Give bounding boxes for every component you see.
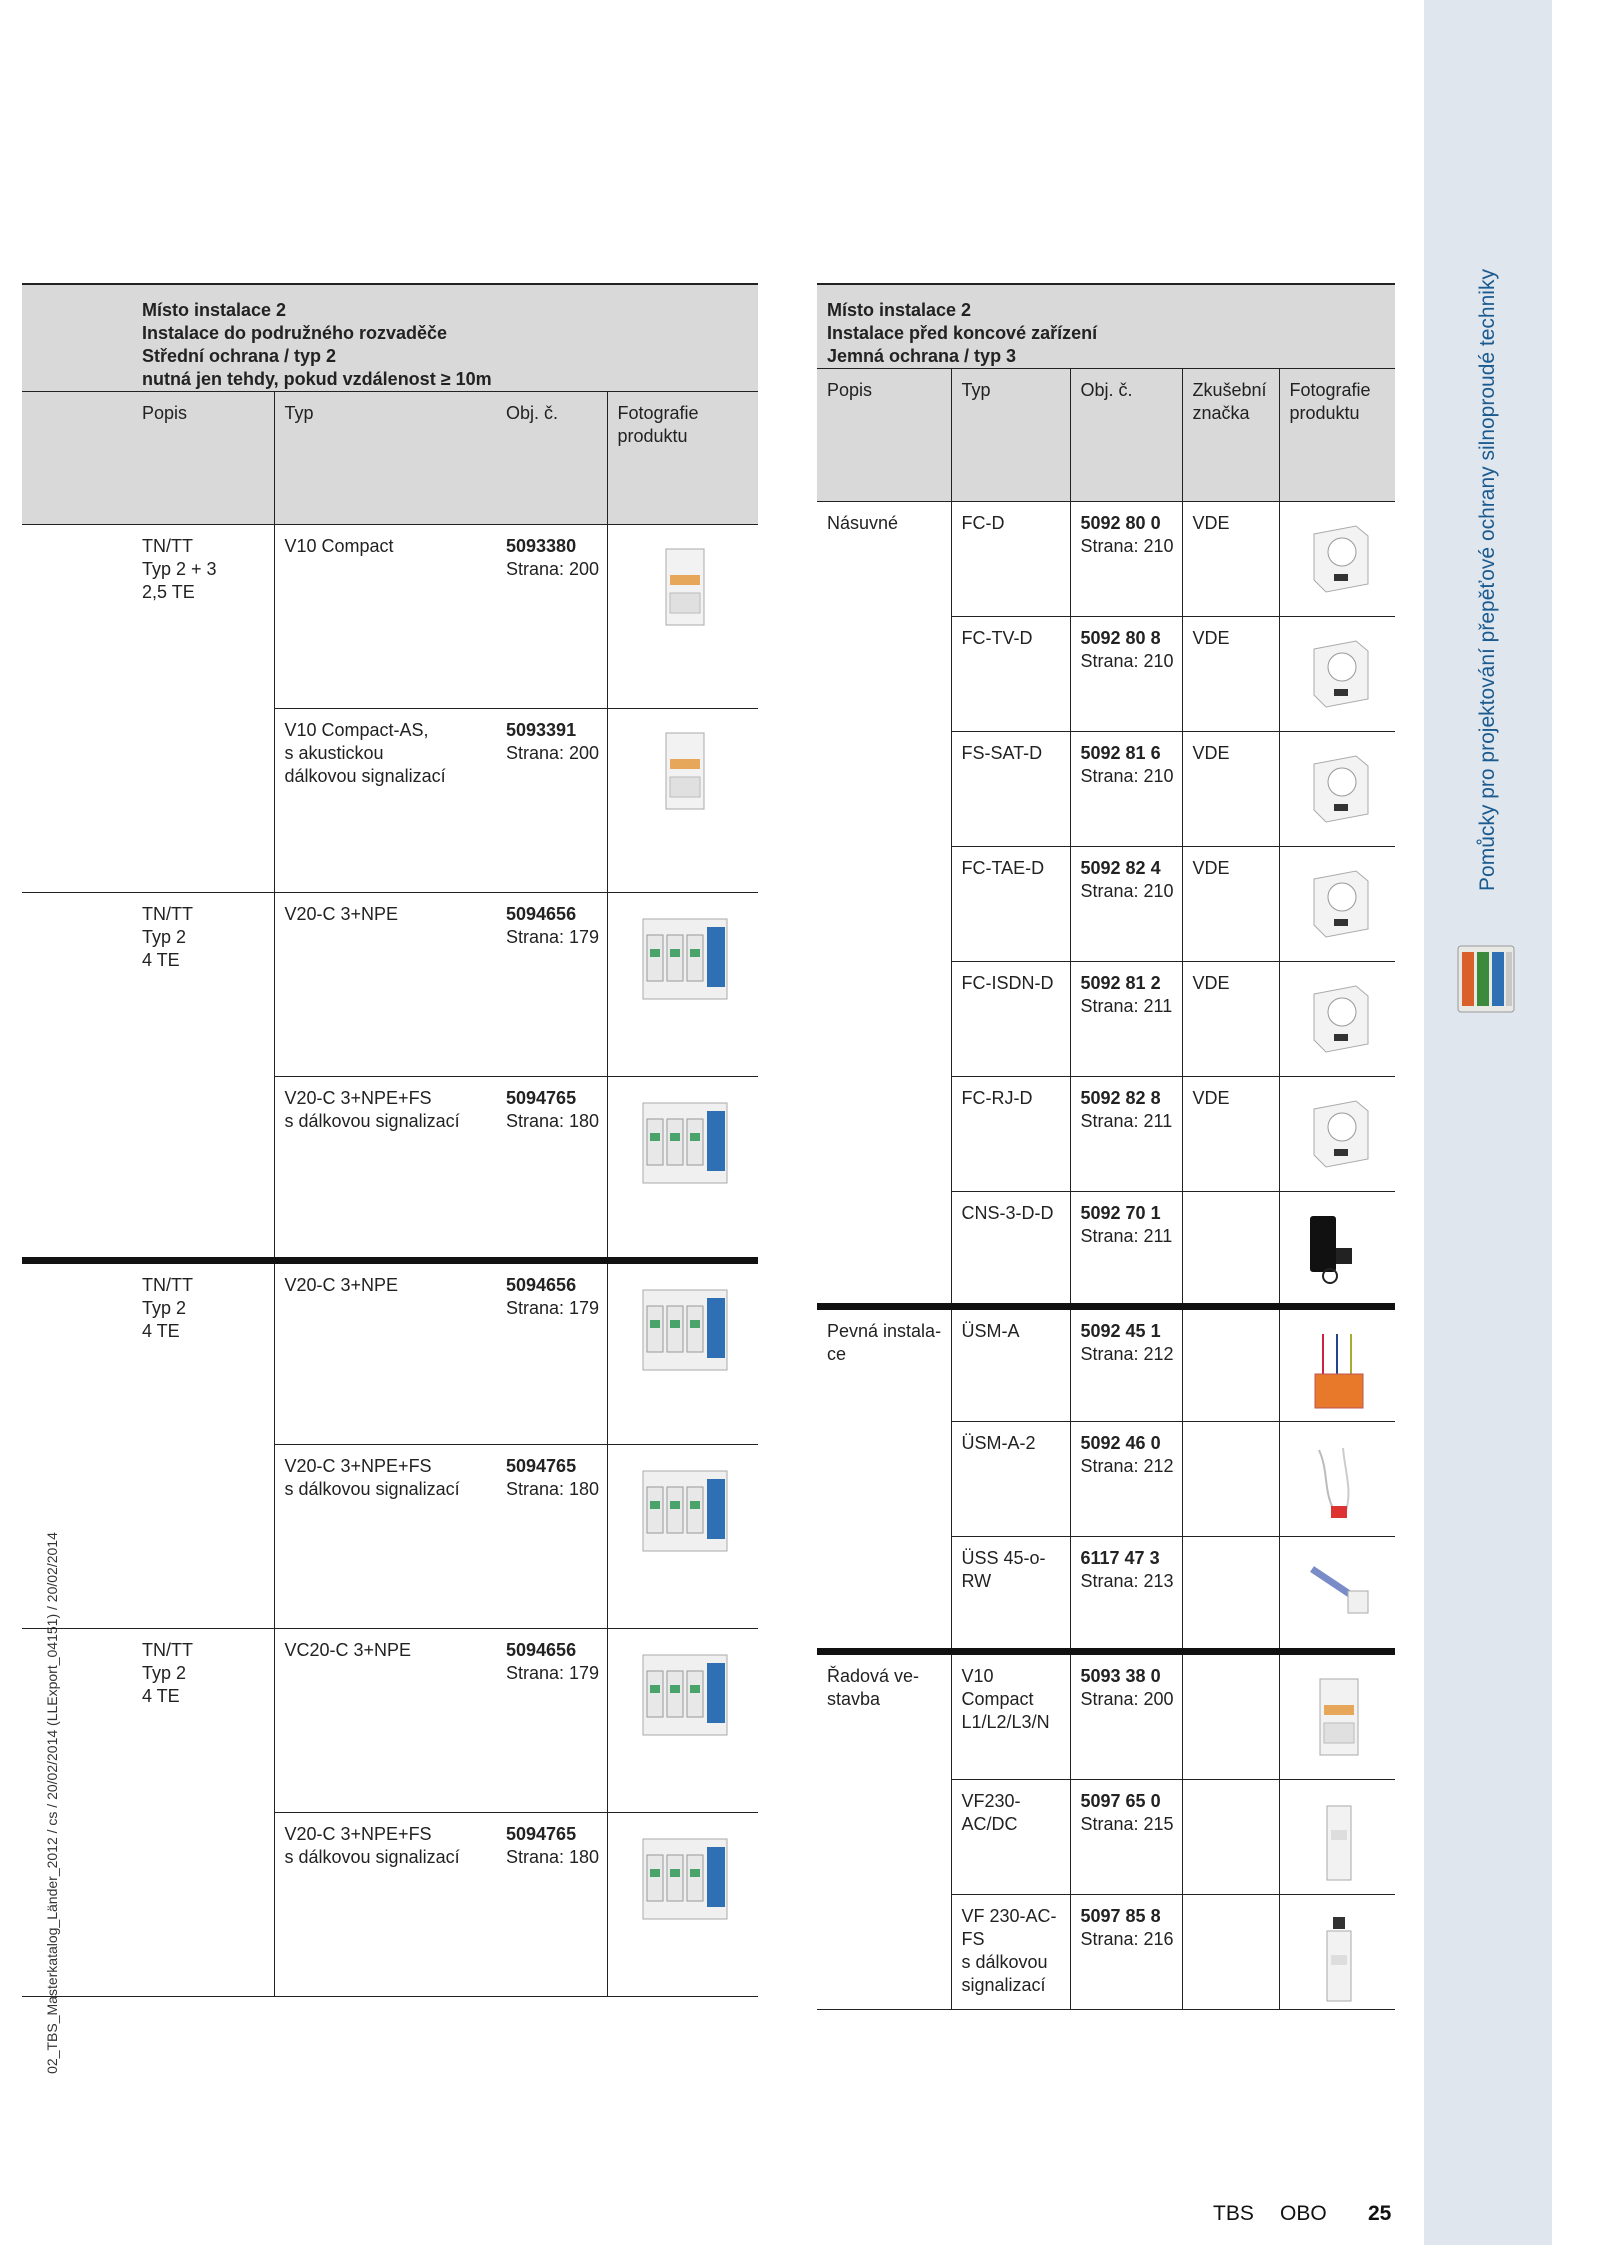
col-obj: Obj. č. [1070,369,1182,502]
typ-line: V20-C 3+NPE+FS [284,1824,432,1844]
cell-typ [951,502,1070,617]
cell-obj [1070,1895,1182,2010]
page-ref: Strana: 215 [1080,1814,1174,1834]
row-spacer [22,1077,132,1261]
typ-line: V20-C 3+NPE+FS [284,1456,432,1476]
cell-popis [817,1652,951,1780]
typ-line: ÜSM-A-2 [961,1433,1036,1453]
cell-popis [132,893,274,1077]
page-ref: Strana: 212 [1080,1456,1174,1476]
cell-typ [274,1077,496,1261]
cell-photo [607,1077,758,1261]
cell-popis [817,1537,951,1652]
page-ref: Strana: 180 [506,1479,600,1499]
cell-obj [496,1445,607,1629]
table-row [22,893,758,1077]
popis-line: 4 TE [142,1321,180,1341]
product-photo-icon [1306,752,1372,826]
popis-line: 2,5 TE [142,582,195,602]
cell-typ [951,617,1070,732]
typ-line: s dálkovou [961,1952,1048,1972]
cell-popis [817,1077,951,1192]
cell-obj [1070,1652,1182,1780]
page-ref: Strana: 213 [1080,1571,1174,1591]
right-body [817,502,1395,2010]
cell-typ [274,525,496,709]
page-ref: Strana: 179 [506,1663,600,1683]
page-ref: Strana: 200 [506,559,600,579]
cell-obj [496,1629,607,1813]
typ-line: V10 [961,1666,994,1686]
cell-typ [274,1261,496,1445]
table-row [817,1422,1395,1537]
product-photo-icon [1316,1675,1362,1759]
table-row [817,1780,1395,1895]
page-ref: Strana: 212 [1080,1344,1174,1364]
cell-znacka [1182,847,1279,962]
cell-photo [1279,1895,1395,2010]
product-photo-icon [639,1097,731,1189]
popis-line: Typ 2 + 3 [142,559,217,579]
typ-line: L1/L2/L3/N [961,1712,1050,1732]
product-photo-icon [639,1649,731,1741]
page-ref: Strana: 180 [506,1111,600,1131]
page-ref: Strana: 211 [1080,996,1173,1016]
page-ref: Strana: 210 [1080,536,1174,556]
col-typ: Typ [951,369,1070,502]
product-photo-icon [639,1465,731,1557]
typ-line: ÜSM-A [961,1321,1020,1341]
cell-typ [274,1445,496,1629]
cell-typ [951,1652,1070,1780]
table-row [817,502,1395,617]
page-ref: Strana: 200 [506,743,600,763]
typ-line: V20-C 3+NPE [284,904,399,924]
popis-line: TN/TT [142,1640,193,1660]
cell-obj [496,709,607,893]
cell-typ [951,1537,1070,1652]
order-number: 5094765 [506,1824,577,1844]
row-spacer [22,1445,132,1629]
table-row [22,525,758,709]
typ-line: V20-C 3+NPE [284,1275,399,1295]
cell-typ [274,709,496,893]
cell-photo [607,1445,758,1629]
cell-photo [1279,962,1395,1077]
popis-line: TN/TT [142,1275,193,1295]
cell-typ [951,847,1070,962]
typ-line: s dálkovou signalizací [284,1479,460,1499]
cell-obj [496,1261,607,1445]
cell-obj [1070,732,1182,847]
right-title-line: Místo instalace 2 [827,300,972,320]
order-number: 5094656 [506,904,577,924]
product-photo-icon [1309,1442,1369,1526]
cell-photo [1279,502,1395,617]
cell-popis [817,732,951,847]
page-ref: Strana: 216 [1080,1929,1174,1949]
order-number: 5097 85 8 [1080,1906,1161,1926]
typ-line: VF 230-AC- [961,1906,1057,1926]
order-number: 5092 82 8 [1080,1088,1161,1108]
cell-obj [1070,847,1182,962]
cell-photo [607,1629,758,1813]
typ-line: CNS-3-D-D [961,1203,1054,1223]
cell-obj [1070,1307,1182,1422]
cell-typ [951,1780,1070,1895]
footer-obo: OBO [1280,2202,1327,2225]
typ-line: V10 Compact [284,536,394,556]
page-ref: Strana: 210 [1080,881,1174,901]
right-product-table [817,283,1395,2010]
product-photo-icon [662,729,708,813]
left-column-headers [22,392,758,525]
col-foto: Fotografie produktu [607,392,758,525]
test-mark: VDE [1192,1088,1230,1108]
cell-znacka [1182,1652,1279,1780]
order-number: 5092 81 2 [1080,973,1161,993]
cell-typ [274,1813,496,1997]
row-spacer [22,709,132,893]
sidebar-title: Pomůcky pro projektování přepěťové ochrany silnoproudé techniky [1476,269,1499,891]
table-row [817,732,1395,847]
cell-typ [951,732,1070,847]
cell-photo [1279,1422,1395,1537]
popis-line: Řadová ve- [827,1666,920,1686]
popis-line: ce [827,1344,847,1364]
row-spacer [22,1629,132,1813]
popis-line: Typ 2 [142,927,187,947]
cell-obj [1070,1537,1182,1652]
left-title [132,284,758,392]
table-row [22,1445,758,1629]
cell-popis [132,1261,274,1445]
cell-photo [1279,1652,1395,1780]
typ-line: V10 Compact-AS, [284,720,429,740]
test-mark: VDE [1192,628,1230,648]
table-row [817,1192,1395,1307]
test-mark: VDE [1192,858,1230,878]
typ-line: signalizací [961,1975,1046,1995]
table-row [22,1261,758,1445]
product-photo-icon [1304,1557,1374,1617]
test-mark: VDE [1192,743,1230,763]
popis-line: 4 TE [142,1686,180,1706]
typ-line: Compact [961,1689,1034,1709]
cell-obj [1070,617,1182,732]
order-number: 6117 47 3 [1080,1548,1160,1568]
cell-obj [496,525,607,709]
cell-typ [951,1192,1070,1307]
right-title-row [817,284,1395,369]
order-number: 5093 38 0 [1080,1666,1161,1686]
left-title-row [22,284,758,392]
document-code: 02_TBS_Masterkatalog_Länder_2012 / cs / 20/02/2014 (LLExport_04151) / 20/02/2014 [44,1532,60,2074]
cell-popis [132,709,274,893]
cell-popis [132,1077,274,1261]
right-title-line: Instalace před koncové zařízení [827,323,1098,343]
page-ref: Strana: 210 [1080,651,1174,671]
product-photo-icon [1306,1212,1372,1286]
cell-znacka [1182,617,1279,732]
cell-photo [1279,732,1395,847]
table-row [817,1537,1395,1652]
cell-popis [817,502,951,617]
product-photo-icon [639,1284,731,1376]
cell-popis [817,1895,951,2010]
order-number: 5092 81 6 [1080,743,1161,763]
cell-typ [951,1422,1070,1537]
order-number: 5097 65 0 [1080,1791,1161,1811]
cell-znacka [1182,1077,1279,1192]
order-number: 5092 45 1 [1080,1321,1161,1341]
cell-popis [132,1813,274,1997]
left-product-table [22,283,758,1997]
col-znacka: Zkušební značka [1182,369,1279,502]
typ-line: VF230- [961,1791,1021,1811]
typ-line: FC-TV-D [961,628,1033,648]
cell-popis [817,1780,951,1895]
test-mark: VDE [1192,513,1230,533]
order-number: 5092 70 1 [1080,1203,1161,1223]
left-title-line: Místo instalace 2 [142,300,287,320]
table-row [817,1652,1395,1780]
page-ref: Strana: 210 [1080,766,1174,786]
typ-line: s akustickou [284,743,384,763]
row-spacer [22,1261,132,1445]
cell-photo [1279,617,1395,732]
cell-photo [607,525,758,709]
cell-photo [1279,1077,1395,1192]
order-number: 5094765 [506,1088,577,1108]
cell-photo [1279,1780,1395,1895]
cell-photo [1279,1537,1395,1652]
typ-line: s dálkovou signalizací [284,1847,460,1867]
order-number: 5094656 [506,1640,577,1660]
page-ref: Strana: 180 [506,1847,600,1867]
cell-photo [607,1813,758,1997]
page-number: 25 [1368,2202,1392,2225]
cell-popis [817,1307,951,1422]
cell-obj [1070,962,1182,1077]
popis-line: stavba [827,1689,881,1709]
cell-photo [1279,1307,1395,1422]
cell-obj [496,893,607,1077]
table-row [817,1077,1395,1192]
typ-line: RW [961,1571,992,1591]
table-row [817,962,1395,1077]
cell-obj [1070,502,1182,617]
order-number: 5092 46 0 [1080,1433,1161,1453]
cell-popis [817,962,951,1077]
order-number: 5092 80 0 [1080,513,1161,533]
table-row [817,1895,1395,2010]
left-title-line: Střední ochrana / typ 2 [142,346,337,366]
order-number: 5094656 [506,1275,577,1295]
typ-line: FS-SAT-D [961,743,1043,763]
left-body [22,525,758,1997]
product-photo-icon [1306,522,1372,596]
order-number: 5092 80 8 [1080,628,1161,648]
col-typ: Typ [274,392,496,525]
product-photo-icon [1306,637,1372,711]
order-number: 5093380 [506,536,577,556]
cell-znacka [1182,1422,1279,1537]
page-ref: Strana: 211 [1080,1111,1173,1131]
table-row [22,709,758,893]
order-number: 5093391 [506,720,577,740]
cell-znacka [1182,1192,1279,1307]
table-row [817,847,1395,962]
typ-line: ÜSS 45-o- [961,1548,1046,1568]
cell-typ [951,1895,1070,2010]
cell-znacka [1182,1537,1279,1652]
typ-line: s dálkovou signalizací [284,1111,460,1131]
cell-typ [951,1307,1070,1422]
row-spacer [22,525,132,709]
table-row [817,617,1395,732]
table-row [22,1629,758,1813]
col-foto: Fotografie produktu [1279,369,1395,502]
page-ref: Strana: 179 [506,927,600,947]
popis-line: 4 TE [142,950,180,970]
row-spacer [22,893,132,1077]
cell-obj [1070,1077,1182,1192]
typ-line: FC-TAE-D [961,858,1045,878]
cell-typ [274,1629,496,1813]
footer-tbs: TBS [1213,2202,1254,2225]
page-ref: Strana: 179 [506,1298,600,1318]
cell-popis [132,1445,274,1629]
col-obj: Obj. č. [496,392,607,525]
typ-line: V20-C 3+NPE+FS [284,1088,432,1108]
product-photo-icon [1319,1800,1359,1884]
cell-obj [496,1077,607,1261]
cell-popis [817,1422,951,1537]
cell-obj [1070,1422,1182,1537]
cell-photo [1279,1192,1395,1307]
product-photo-icon [662,545,708,629]
cell-typ [274,893,496,1077]
col-popis: Popis [132,392,274,525]
right-title [817,284,1395,369]
popis-line: TN/TT [142,904,193,924]
cell-photo [607,893,758,1077]
product-photo-icon [1319,1915,1359,2005]
popis-line: Typ 2 [142,1663,187,1683]
typ-line: FC-RJ-D [961,1088,1033,1108]
cell-photo [607,709,758,893]
cell-popis [817,617,951,732]
test-mark: VDE [1192,973,1230,993]
page-ref: Strana: 211 [1080,1226,1173,1246]
product-photo-icon [1306,1097,1372,1171]
table-row [817,1307,1395,1422]
cell-znacka [1182,502,1279,617]
cell-znacka [1182,1895,1279,2010]
left-title-line: Instalace do podružného rozvaděče [142,323,448,343]
cell-obj [1070,1192,1182,1307]
left-title-line: nutná jen tehdy, pokud vzdálenost ≥ 10m [142,369,492,389]
cell-znacka [1182,1307,1279,1422]
cell-photo [1279,847,1395,962]
product-photo-icon [639,1833,731,1925]
popis-line: TN/TT [142,536,193,556]
typ-line: FS [961,1929,985,1949]
surge-protector-icon [1456,940,1516,1018]
cell-popis [817,847,951,962]
cell-popis [817,1192,951,1307]
right-column-headers [817,369,1395,502]
col-popis: Popis [817,369,951,502]
product-photo-icon [1309,1330,1369,1414]
cell-popis [132,1629,274,1813]
typ-line: VC20-C 3+NPE [284,1640,412,1660]
product-photo-icon [639,913,731,1005]
cell-znacka [1182,1780,1279,1895]
cell-znacka [1182,962,1279,1077]
popis-line: Násuvné [827,513,899,533]
cell-typ [951,1077,1070,1192]
cell-popis [132,525,274,709]
table-row [22,1077,758,1261]
table-row [22,1813,758,1997]
popis-line: Typ 2 [142,1298,187,1318]
popis-line: Pevná instala- [827,1321,942,1341]
cell-typ [951,962,1070,1077]
cell-znacka [1182,732,1279,847]
product-photo-icon [1306,867,1372,941]
typ-line: AC/DC [961,1814,1018,1834]
cell-obj [1070,1780,1182,1895]
page-ref: Strana: 200 [1080,1689,1174,1709]
order-number: 5092 82 4 [1080,858,1161,878]
cell-photo [607,1261,758,1445]
typ-line: FC-D [961,513,1005,533]
product-photo-icon [1306,982,1372,1056]
typ-line: dálkovou signalizací [284,766,446,786]
order-number: 5094765 [506,1456,577,1476]
typ-line: FC-ISDN-D [961,973,1054,993]
row-spacer [22,1813,132,1997]
cell-obj [496,1813,607,1997]
right-title-line: Jemná ochrana / typ 3 [827,346,1017,366]
